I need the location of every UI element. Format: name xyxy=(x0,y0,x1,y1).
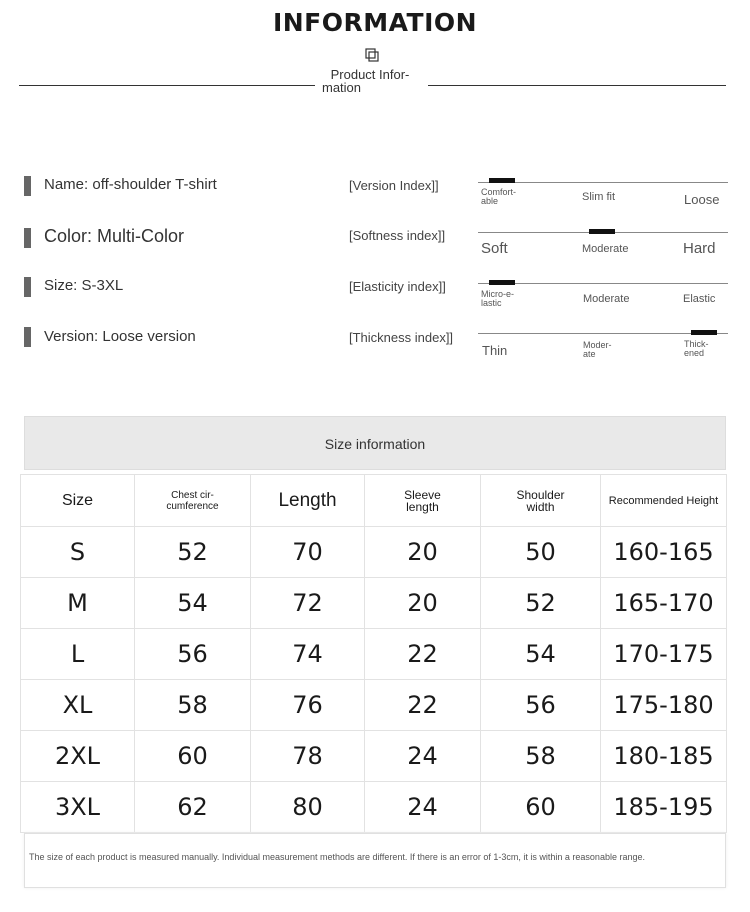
elasticity-scale-line xyxy=(478,283,728,284)
cell-shoulder: 60 xyxy=(481,782,601,833)
elasticity-option-micro-elastic xyxy=(481,290,514,308)
cell-length: 80 xyxy=(251,782,365,833)
cell-chest: 60 xyxy=(135,731,251,782)
bullet-marker xyxy=(24,228,31,248)
cell-chest: 52 xyxy=(135,527,251,578)
col-header-shoulder xyxy=(481,475,601,527)
header-line-1: Sleeve xyxy=(404,487,441,502)
option-text-line-1: Moder- xyxy=(583,340,612,350)
thickness-option-thin: Thin xyxy=(482,343,508,358)
cell-recommended-height: 175-180 xyxy=(601,680,727,731)
elasticity-option-elastic: Elastic xyxy=(683,293,716,305)
cell-recommended-height: 170-175 xyxy=(601,629,727,680)
softness-option-hard: Hard xyxy=(683,240,716,257)
header-divider-right xyxy=(428,85,726,86)
thickness-option-thickened xyxy=(684,340,709,358)
softness-option-soft: Soft xyxy=(481,240,508,257)
table-row xyxy=(21,731,727,782)
header-line-1: Shoulder xyxy=(516,487,565,502)
header-line-1: Chest cir- xyxy=(171,489,214,501)
cell-sleeve: 20 xyxy=(365,578,481,629)
table-row xyxy=(21,629,727,680)
header-line-2: cumference xyxy=(166,500,219,512)
product-size: Size: S-3XL xyxy=(44,277,124,294)
option-text-line-2: able xyxy=(481,196,499,206)
subtitle-line-1: Product Infor- xyxy=(330,67,410,82)
cell-shoulder: 56 xyxy=(481,680,601,731)
cell-length: 74 xyxy=(251,629,365,680)
cell-sleeve: 22 xyxy=(365,680,481,731)
size-table-header-row xyxy=(21,475,727,527)
version-scale-marker xyxy=(489,178,515,183)
col-header-chest xyxy=(135,475,251,527)
header-line-2: width xyxy=(526,499,555,514)
option-text-line-1: Comfort- xyxy=(481,187,517,197)
size-table xyxy=(20,474,727,833)
col-header-size: Size xyxy=(21,475,135,527)
table-row xyxy=(21,527,727,578)
page-title: INFORMATION xyxy=(272,8,478,37)
cell-shoulder: 52 xyxy=(481,578,601,629)
version-option-loose: Loose xyxy=(684,192,720,207)
option-text-line-2: ened xyxy=(684,348,705,358)
bullet-marker xyxy=(24,327,31,347)
product-version: Version: Loose version xyxy=(44,328,196,345)
size-info-header xyxy=(24,416,726,470)
cell-shoulder: 58 xyxy=(481,731,601,782)
col-header-length: Length xyxy=(251,475,365,527)
cell-chest: 56 xyxy=(135,629,251,680)
col-header-sleeve xyxy=(365,475,481,527)
cell-recommended-height: 185-195 xyxy=(601,782,727,833)
measurement-note-text: The size of each product is measured manually. Individual measurement methods are different. If there is an error of 1-3cm, it is within a reasonable range. xyxy=(29,852,645,862)
table-row xyxy=(21,578,727,629)
option-text-line-1: Thick- xyxy=(684,339,709,349)
overlapping-squares-icon xyxy=(365,48,379,62)
table-row xyxy=(21,680,727,731)
cell-length: 78 xyxy=(251,731,365,782)
elasticity-index-label: [Elasticity index]] xyxy=(349,279,446,294)
col-header-recommended-height: Recommended Height xyxy=(601,475,727,527)
softness-option-moderate: Moderate xyxy=(582,243,629,255)
cell-size: S xyxy=(21,527,135,578)
elasticity-option-moderate: Moderate xyxy=(583,293,630,305)
elasticity-scale-marker xyxy=(489,280,515,285)
cell-size: M xyxy=(21,578,135,629)
product-name: Name: off-shoulder T-shirt xyxy=(44,176,217,193)
thickness-option-moderate xyxy=(583,341,612,359)
cell-length: 76 xyxy=(251,680,365,731)
thickness-index-label: [Thickness index]] xyxy=(349,330,454,345)
cell-recommended-height: 160-165 xyxy=(601,527,727,578)
option-text-line-2: lastic xyxy=(481,298,502,308)
cell-chest: 62 xyxy=(135,782,251,833)
option-text-line-2: ate xyxy=(583,349,596,359)
cell-chest: 58 xyxy=(135,680,251,731)
cell-size: L xyxy=(21,629,135,680)
version-scale-line xyxy=(478,182,728,183)
header-line-2: length xyxy=(406,499,439,514)
option-text-line-1: Micro-e- xyxy=(481,289,514,299)
version-option-slim-fit: Slim fit xyxy=(582,191,615,203)
cell-sleeve: 22 xyxy=(365,629,481,680)
cell-length: 72 xyxy=(251,578,365,629)
cell-shoulder: 54 xyxy=(481,629,601,680)
subtitle-line-2: mation xyxy=(322,80,362,95)
cell-recommended-height: 165-170 xyxy=(601,578,727,629)
cell-shoulder: 50 xyxy=(481,527,601,578)
softness-scale-marker xyxy=(589,229,615,234)
cell-size: XL xyxy=(21,680,135,731)
header-divider-left xyxy=(19,85,315,86)
softness-index-label: [Softness index]] xyxy=(349,228,446,243)
product-color: Color: Multi-Color xyxy=(44,226,185,246)
cell-chest: 54 xyxy=(135,578,251,629)
size-info-title: Size information xyxy=(324,436,426,452)
cell-sleeve: 24 xyxy=(365,731,481,782)
thickness-scale-marker xyxy=(691,330,717,335)
cell-size: 2XL xyxy=(21,731,135,782)
table-row xyxy=(21,782,727,833)
bullet-marker xyxy=(24,277,31,297)
cell-size: 3XL xyxy=(21,782,135,833)
version-index-label: [Version Index]] xyxy=(349,178,439,193)
cell-sleeve: 20 xyxy=(365,527,481,578)
version-option-comfortable xyxy=(481,188,516,206)
bullet-marker xyxy=(24,176,31,196)
section-subtitle xyxy=(318,68,422,94)
cell-length: 70 xyxy=(251,527,365,578)
size-table-body xyxy=(21,527,727,833)
measurement-note xyxy=(24,833,726,888)
cell-sleeve: 24 xyxy=(365,782,481,833)
cell-recommended-height: 180-185 xyxy=(601,731,727,782)
